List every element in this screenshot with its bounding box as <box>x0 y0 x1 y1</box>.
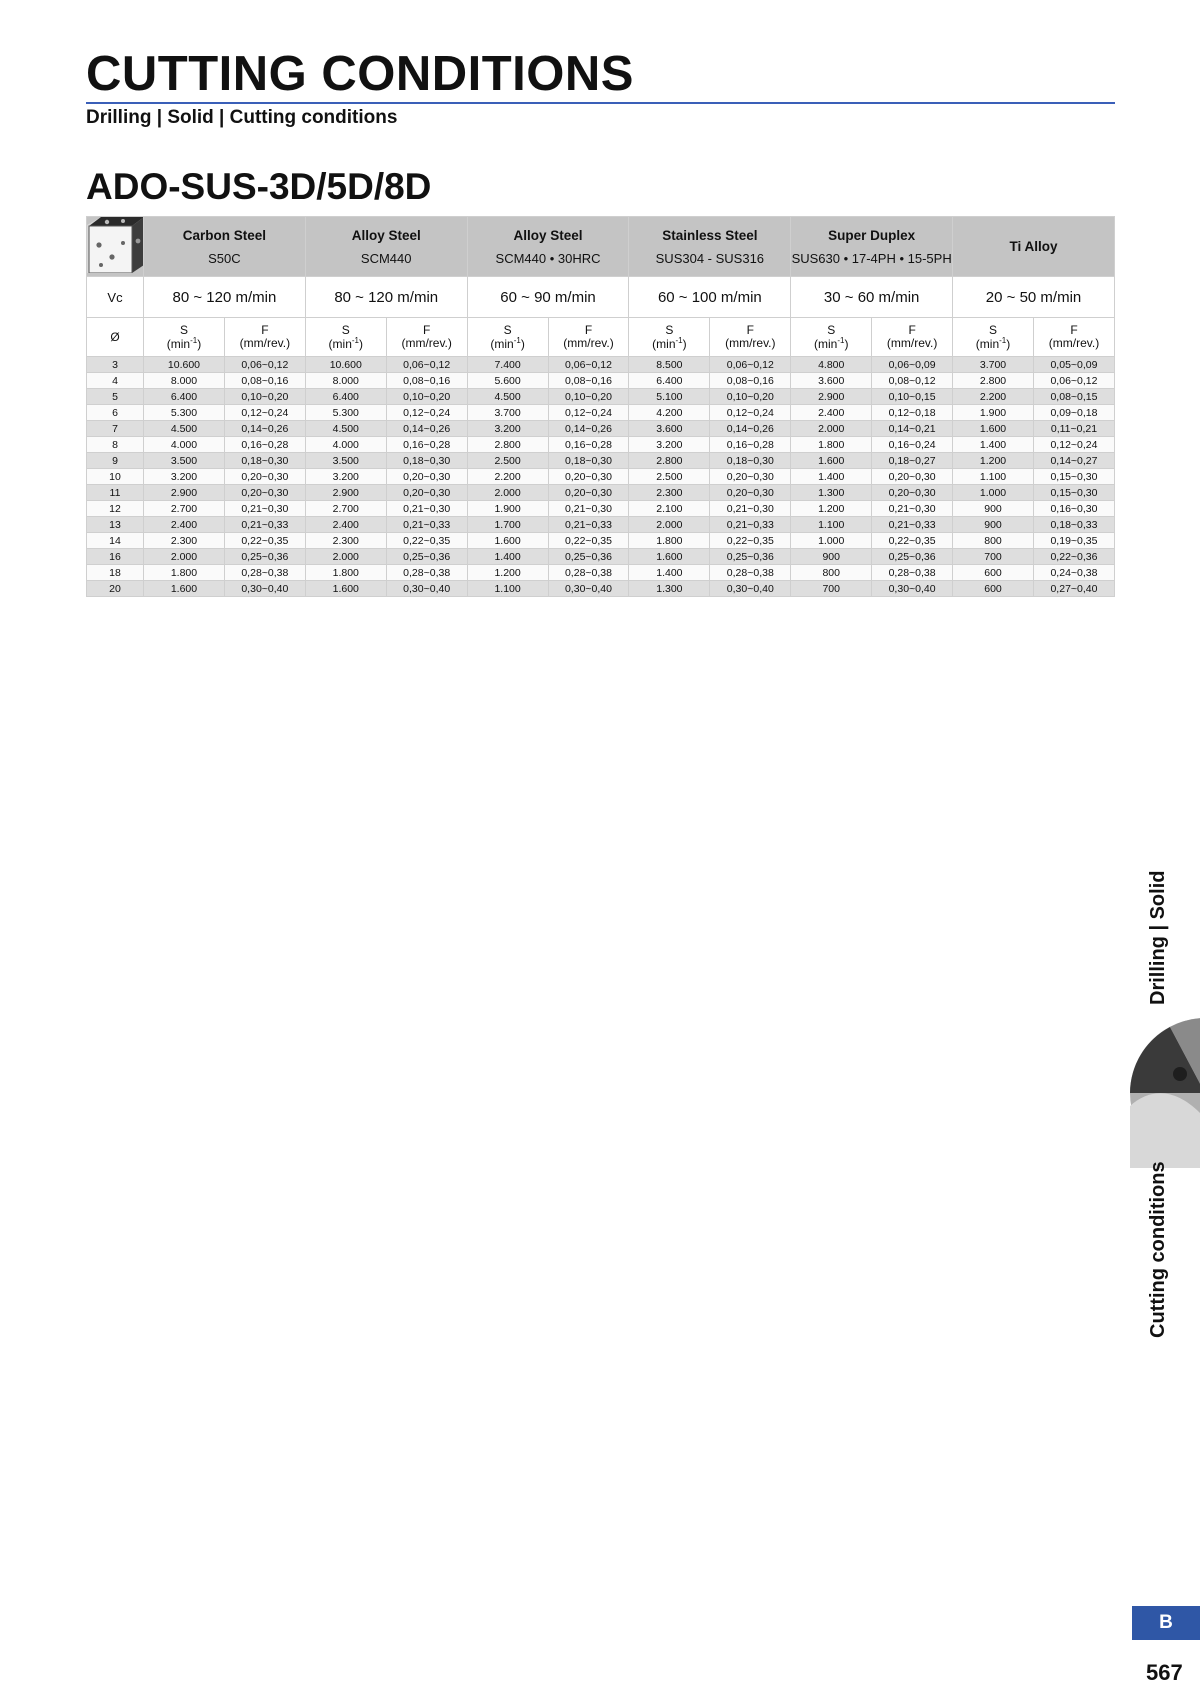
table-row <box>87 501 1115 517</box>
speed-cell: 1.100 <box>467 581 548 597</box>
diameter-cell: 7 <box>87 421 144 437</box>
feed-cell: 0,16~0,28 <box>548 437 629 453</box>
diameter-cell: 4 <box>87 373 144 389</box>
feed-cell: 0,16~0,28 <box>386 437 467 453</box>
feed-cell: 0,25~0,36 <box>548 549 629 565</box>
feed-header: F (mm/rev.) <box>224 318 305 357</box>
speed-cell: 1.400 <box>791 469 872 485</box>
speed-cell: 2.000 <box>305 549 386 565</box>
table-row <box>87 469 1115 485</box>
speed-cell: 800 <box>791 565 872 581</box>
feed-cell: 0,22~0,36 <box>1033 549 1114 565</box>
table-row <box>87 453 1115 469</box>
speed-cell: 2.200 <box>953 389 1034 405</box>
vc-value: 20 ~ 50 m/min <box>953 277 1115 318</box>
speed-cell: 3.600 <box>629 421 710 437</box>
speed-cell: 3.500 <box>144 453 225 469</box>
feed-cell: 0,16~0,30 <box>1033 501 1114 517</box>
material-header-alloy-steel-30hrc: Alloy Steel SCM440 • 30HRC <box>467 217 629 277</box>
speed-cell: 700 <box>791 581 872 597</box>
feed-cell: 0,10~0,20 <box>710 389 791 405</box>
speed-cell: 2.400 <box>791 405 872 421</box>
table-row <box>87 485 1115 501</box>
feed-cell: 0,28~0,38 <box>710 565 791 581</box>
speed-cell: 1.300 <box>791 485 872 501</box>
feed-cell: 0,08~0,16 <box>386 373 467 389</box>
speed-cell: 3.700 <box>467 405 548 421</box>
feed-header: F (mm/rev.) <box>548 318 629 357</box>
speed-cell: 2.900 <box>305 485 386 501</box>
table-row <box>87 517 1115 533</box>
feed-cell: 0,06~0,12 <box>710 357 791 373</box>
speed-cell: 1.100 <box>791 517 872 533</box>
speed-cell: 8.000 <box>144 373 225 389</box>
feed-cell: 0,14~0,26 <box>548 421 629 437</box>
feed-cell: 0,19~0,35 <box>1033 533 1114 549</box>
feed-cell: 0,21~0,30 <box>710 501 791 517</box>
diameter-cell: 18 <box>87 565 144 581</box>
feed-cell: 0,30~0,40 <box>872 581 953 597</box>
speed-cell: 2.300 <box>305 533 386 549</box>
speed-cell: 600 <box>953 581 1034 597</box>
speed-header: S $(\min^{-1})$ <box>144 318 225 357</box>
feed-cell: 0,30~0,40 <box>548 581 629 597</box>
diameter-cell: 16 <box>87 549 144 565</box>
feed-cell: 0,22~0,35 <box>386 533 467 549</box>
speed-cell: 2.400 <box>144 517 225 533</box>
speed-cell: 1.400 <box>467 549 548 565</box>
speed-cell: 1.600 <box>305 581 386 597</box>
vc-value: 80 ~ 120 m/min <box>144 277 306 318</box>
feed-cell: 0,21~0,33 <box>548 517 629 533</box>
speed-cell: 1.800 <box>629 533 710 549</box>
feed-cell: 0,25~0,36 <box>386 549 467 565</box>
feed-cell: 0,20~0,30 <box>710 469 791 485</box>
feed-cell: 0,14~0,26 <box>386 421 467 437</box>
side-label-drilling-solid: Drilling | Solid <box>1147 870 1169 1005</box>
feed-cell: 0,10~0,20 <box>224 389 305 405</box>
feed-cell: 0,12~0,18 <box>872 405 953 421</box>
feed-cell: 0,05~0,09 <box>1033 357 1114 373</box>
feed-cell: 0,15~0,30 <box>1033 485 1114 501</box>
speed-cell: 2.800 <box>467 437 548 453</box>
feed-header: F (mm/rev.) <box>872 318 953 357</box>
speed-cell: 2.300 <box>144 533 225 549</box>
page-number: 567 <box>1146 1660 1183 1685</box>
feed-cell: 0,10~0,20 <box>386 389 467 405</box>
feed-cell: 0,22~0,35 <box>710 533 791 549</box>
speed-cell: 3.700 <box>953 357 1034 373</box>
material-header-alloy-steel: Alloy Steel SCM440 <box>305 217 467 277</box>
speed-cell: 2.500 <box>467 453 548 469</box>
speed-cell: 1.900 <box>467 501 548 517</box>
speed-cell: 2.700 <box>305 501 386 517</box>
diameter-cell: 11 <box>87 485 144 501</box>
diameter-cell: 13 <box>87 517 144 533</box>
speed-cell: 1.900 <box>953 405 1034 421</box>
title-rule <box>86 102 1115 104</box>
speed-header: S $(\min^{-1})$ <box>791 318 872 357</box>
speed-cell: 1.600 <box>144 581 225 597</box>
side-label-cutting-conditions: Cutting conditions <box>1147 1161 1169 1338</box>
vc-value: 60 ~ 90 m/min <box>467 277 629 318</box>
breadcrumb: Drilling | Solid | Cutting conditions <box>86 107 398 128</box>
speed-cell: 5.100 <box>629 389 710 405</box>
drill-tip-graphic <box>1130 1018 1200 1168</box>
feed-cell: 0,28~0,38 <box>224 565 305 581</box>
page-title: CUTTING CONDITIONS <box>86 47 634 101</box>
speed-cell: 6.400 <box>305 389 386 405</box>
feed-cell: 0,12~0,24 <box>386 405 467 421</box>
feed-cell: 0,12~0,24 <box>1033 437 1114 453</box>
feed-cell: 0,25~0,36 <box>872 549 953 565</box>
material-header-ti-alloy: Ti Alloy <box>953 217 1115 277</box>
feed-cell: 0,28~0,38 <box>386 565 467 581</box>
feed-cell: 0,27~0,40 <box>1033 581 1114 597</box>
speed-cell: 3.200 <box>467 421 548 437</box>
speed-cell: 3.500 <box>305 453 386 469</box>
speed-cell: 1.400 <box>629 565 710 581</box>
feed-cell: 0,21~0,30 <box>872 501 953 517</box>
speed-cell: 1.600 <box>629 549 710 565</box>
feed-cell: 0,24~0,38 <box>1033 565 1114 581</box>
speed-header: S $(\min^{-1})$ <box>305 318 386 357</box>
diameter-cell: 3 <box>87 357 144 373</box>
feed-cell: 0,18~0,30 <box>710 453 791 469</box>
speed-cell: 2.000 <box>144 549 225 565</box>
table-row <box>87 549 1115 565</box>
cutting-conditions-table <box>86 216 1115 597</box>
table-row <box>87 421 1115 437</box>
feed-cell: 0,28~0,38 <box>872 565 953 581</box>
feed-cell: 0,06~0,12 <box>1033 373 1114 389</box>
speed-cell: 4.500 <box>467 389 548 405</box>
vc-value: 60 ~ 100 m/min <box>629 277 791 318</box>
speed-cell: 1.400 <box>953 437 1034 453</box>
feed-cell: 0,21~0,33 <box>224 517 305 533</box>
feed-cell: 0,08~0,15 <box>1033 389 1114 405</box>
speed-cell: 600 <box>953 565 1034 581</box>
speed-header: S $(\min^{-1})$ <box>629 318 710 357</box>
feed-cell: 0,21~0,30 <box>386 501 467 517</box>
speed-cell: 3.600 <box>791 373 872 389</box>
feed-cell: 0,20~0,30 <box>548 485 629 501</box>
speed-cell: 1.100 <box>953 469 1034 485</box>
speed-cell: 7.400 <box>467 357 548 373</box>
table-row <box>87 437 1115 453</box>
speed-cell: 2.900 <box>144 485 225 501</box>
speed-cell: 1.700 <box>467 517 548 533</box>
feed-cell: 0,20~0,30 <box>872 485 953 501</box>
speed-cell: 2.300 <box>629 485 710 501</box>
diameter-cell: 12 <box>87 501 144 517</box>
feed-cell: 0,22~0,35 <box>872 533 953 549</box>
diameter-cell: 6 <box>87 405 144 421</box>
speed-cell: 2.100 <box>629 501 710 517</box>
feed-cell: 0,10~0,20 <box>548 389 629 405</box>
table-row <box>87 581 1115 597</box>
feed-cell: 0,21~0,30 <box>224 501 305 517</box>
speed-cell: 2.000 <box>467 485 548 501</box>
feed-cell: 0,16~0,28 <box>224 437 305 453</box>
feed-cell: 0,06~0,12 <box>224 357 305 373</box>
speed-cell: 5.600 <box>467 373 548 389</box>
feed-cell: 0,16~0,28 <box>710 437 791 453</box>
speed-cell: 3.200 <box>629 437 710 453</box>
diameter-cell: 20 <box>87 581 144 597</box>
feed-cell: 0,18~0,30 <box>548 453 629 469</box>
material-header-stainless-steel: Stainless Steel SUS304 - SUS316 <box>629 217 791 277</box>
feed-cell: 0,10~0,15 <box>872 389 953 405</box>
feed-header: F (mm/rev.) <box>386 318 467 357</box>
feed-cell: 0,16~0,24 <box>872 437 953 453</box>
feed-cell: 0,21~0,33 <box>386 517 467 533</box>
table-row <box>87 373 1115 389</box>
feed-cell: 0,18~0,30 <box>224 453 305 469</box>
diameter-label: Ø <box>87 318 144 357</box>
table-row <box>87 565 1115 581</box>
diameter-cell: 5 <box>87 389 144 405</box>
speed-cell: 5.300 <box>144 405 225 421</box>
speed-cell: 4.500 <box>305 421 386 437</box>
feed-cell: 0,12~0,24 <box>548 405 629 421</box>
feed-cell: 0,09~0,18 <box>1033 405 1114 421</box>
product-name: ADO-SUS-3D/5D/8D <box>86 166 432 207</box>
feed-cell: 0,14~0,27 <box>1033 453 1114 469</box>
speed-cell: 900 <box>791 549 872 565</box>
speed-cell: 6.400 <box>629 373 710 389</box>
vc-value: 30 ~ 60 m/min <box>791 277 953 318</box>
speed-cell: 2.400 <box>305 517 386 533</box>
speed-cell: 10.600 <box>305 357 386 373</box>
feed-cell: 0,15~0,30 <box>1033 469 1114 485</box>
speed-cell: 700 <box>953 549 1034 565</box>
feed-cell: 0,18~0,27 <box>872 453 953 469</box>
speed-cell: 1.300 <box>629 581 710 597</box>
feed-cell: 0,06~0,12 <box>386 357 467 373</box>
material-header-row <box>87 217 1115 277</box>
speed-cell: 4.200 <box>629 405 710 421</box>
speed-cell: 1.200 <box>791 501 872 517</box>
vc-value: 80 ~ 120 m/min <box>305 277 467 318</box>
speed-cell: 900 <box>953 517 1034 533</box>
material-header-super-duplex: Super Duplex SUS630 • 17-4PH • 15-5PH <box>791 217 953 277</box>
feed-cell: 0,08~0,12 <box>872 373 953 389</box>
speed-cell: 4.000 <box>305 437 386 453</box>
section-tab-b[interactable]: B <box>1132 1606 1200 1640</box>
feed-cell: 0,06~0,09 <box>872 357 953 373</box>
diameter-cell: 9 <box>87 453 144 469</box>
table-row <box>87 357 1115 373</box>
feed-cell: 0,30~0,40 <box>710 581 791 597</box>
speed-cell: 2.900 <box>791 389 872 405</box>
feed-cell: 0,28~0,38 <box>548 565 629 581</box>
speed-cell: 1.600 <box>467 533 548 549</box>
vc-label: Vc <box>87 277 144 318</box>
feed-cell: 0,14~0,26 <box>710 421 791 437</box>
feed-cell: 0,18~0,33 <box>1033 517 1114 533</box>
feed-cell: 0,30~0,40 <box>386 581 467 597</box>
speed-cell: 1.000 <box>791 533 872 549</box>
speed-cell: 1.800 <box>791 437 872 453</box>
speed-cell: 3.200 <box>305 469 386 485</box>
speed-cell: 2.000 <box>791 421 872 437</box>
feed-cell: 0,12~0,24 <box>710 405 791 421</box>
feed-cell: 0,20~0,30 <box>386 469 467 485</box>
speed-cell: 2.500 <box>629 469 710 485</box>
speed-cell: 2.800 <box>953 373 1034 389</box>
speed-cell: 2.000 <box>629 517 710 533</box>
speed-cell: 4.500 <box>144 421 225 437</box>
feed-cell: 0,20~0,30 <box>386 485 467 501</box>
feed-header: F (mm/rev.) <box>710 318 791 357</box>
diameter-cell: 10 <box>87 469 144 485</box>
speed-cell: 1.200 <box>467 565 548 581</box>
feed-cell: 0,21~0,30 <box>548 501 629 517</box>
feed-cell: 0,18~0,30 <box>386 453 467 469</box>
table-row <box>87 533 1115 549</box>
speed-cell: 1.000 <box>953 485 1034 501</box>
feed-cell: 0,21~0,33 <box>872 517 953 533</box>
feed-cell: 0,14~0,26 <box>224 421 305 437</box>
feed-header: F (mm/rev.) <box>1033 318 1114 357</box>
diameter-cell: 8 <box>87 437 144 453</box>
speed-cell: 900 <box>953 501 1034 517</box>
table-row <box>87 389 1115 405</box>
table-row <box>87 405 1115 421</box>
speed-cell: 2.700 <box>144 501 225 517</box>
speed-cell: 4.000 <box>144 437 225 453</box>
feed-cell: 0,14~0,21 <box>872 421 953 437</box>
speed-cell: 2.200 <box>467 469 548 485</box>
diameter-cell: 14 <box>87 533 144 549</box>
feed-cell: 0,20~0,30 <box>710 485 791 501</box>
feed-cell: 0,08~0,16 <box>710 373 791 389</box>
speed-cell: 800 <box>953 533 1034 549</box>
speed-cell: 1.600 <box>953 421 1034 437</box>
speed-cell: 6.400 <box>144 389 225 405</box>
feed-cell: 0,22~0,35 <box>548 533 629 549</box>
feed-cell: 0,22~0,35 <box>224 533 305 549</box>
material-header-carbon-steel: Carbon Steel S50C <box>144 217 306 277</box>
feed-cell: 0,08~0,16 <box>548 373 629 389</box>
speed-header: S $(\min^{-1})$ <box>467 318 548 357</box>
speed-cell: 1.800 <box>305 565 386 581</box>
feed-cell: 0,20~0,30 <box>224 469 305 485</box>
feed-cell: 0,20~0,30 <box>548 469 629 485</box>
speed-cell: 1.600 <box>791 453 872 469</box>
feed-cell: 0,25~0,36 <box>224 549 305 565</box>
feed-cell: 0,30~0,40 <box>224 581 305 597</box>
speed-cell: 2.800 <box>629 453 710 469</box>
feed-cell: 0,25~0,36 <box>710 549 791 565</box>
speed-cell: 8.000 <box>305 373 386 389</box>
feed-cell: 0,21~0,33 <box>710 517 791 533</box>
speed-cell: 1.200 <box>953 453 1034 469</box>
speed-header: S $(\min^{-1})$ <box>953 318 1034 357</box>
speed-cell: 4.800 <box>791 357 872 373</box>
material-icon-cell <box>87 217 144 277</box>
speed-cell: 8.500 <box>629 357 710 373</box>
speed-cell: 5.300 <box>305 405 386 421</box>
feed-cell: 0,06~0,12 <box>548 357 629 373</box>
speed-cell: 3.200 <box>144 469 225 485</box>
steel-block-icon <box>87 217 144 273</box>
cutting-data-body <box>87 357 1115 597</box>
feed-cell: 0,20~0,30 <box>872 469 953 485</box>
speed-cell: 10.600 <box>144 357 225 373</box>
feed-cell: 0,11~0,21 <box>1033 421 1114 437</box>
feed-cell: 0,20~0,30 <box>224 485 305 501</box>
sf-header-row <box>87 318 1115 357</box>
vc-row <box>87 277 1115 318</box>
feed-cell: 0,08~0,16 <box>224 373 305 389</box>
feed-cell: 0,12~0,24 <box>224 405 305 421</box>
speed-cell: 1.800 <box>144 565 225 581</box>
